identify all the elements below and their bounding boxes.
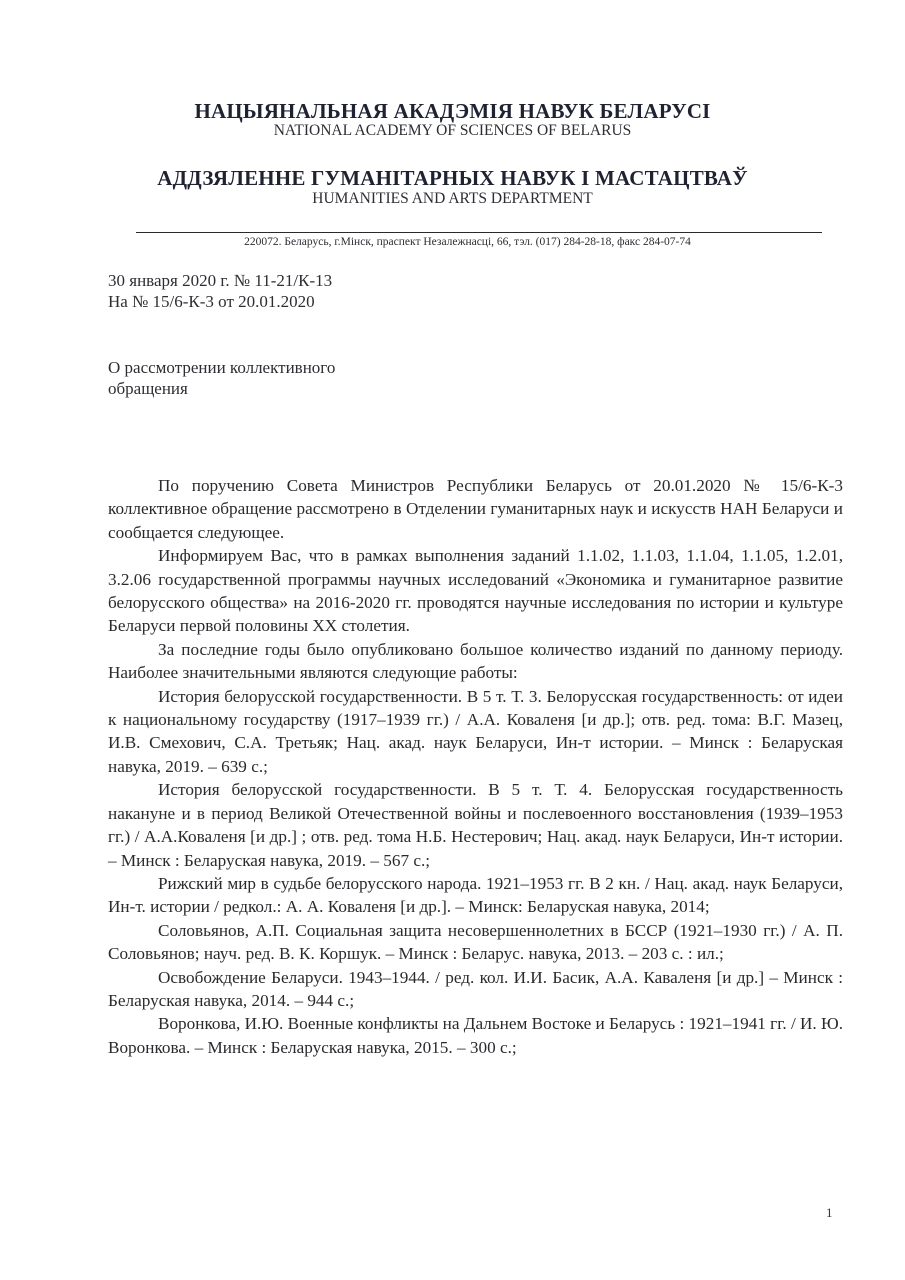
subject-line-1: О рассмотрении коллективного <box>108 358 336 377</box>
bibliography-item: История белорусской государственности. В 5 т. Т. 3. Белорусская государственность: от идеи к национальному государству (1917–1939 гг.) / А.А. Коваленя [и др.]; отв. ред. тома: В.Г. Мазец, И.В. Смехович, С.А. Третьяк; Нац. акад. наук Беларуси, Ин-т истории. – Минск : Беларуская навука, 2019. – 639 с.; <box>108 686 843 776</box>
outgoing-reference: 30 января 2020 г. № 11-21/К-13 <box>108 271 333 290</box>
org-name-belarusian: НАЦЫЯНАЛЬНАЯ АКАДЭМІЯ НАВУК БЕЛАРУСІ <box>194 99 711 123</box>
org-name-english: NATIONAL ACADEMY OF SCIENCES OF BELARUS <box>273 122 632 139</box>
letterhead-address: 220072. Беларусь, г.Мінск, праспект Незалежнасці, 66, тэл. (017) 284-28-18, факс 284-07-74 <box>244 236 691 248</box>
bibliography-item: Воронкова, И.Ю. Военные конфликты на Дальнем Востоке и Беларусь : 1921–1941 гг. / И. Ю. Воронкова. – Минск : Беларуская навука, 2015. – 300 с.; <box>108 1014 843 1057</box>
letterhead-divider <box>136 232 822 233</box>
page-number: 1 <box>826 1205 833 1220</box>
bibliography-item: Освобождение Беларуси. 1943–1944. / ред. кол. И.И. Басик, А.А. Каваленя [и др.] – Минск : Беларуская навука, 2014. – 944 с.; <box>108 967 843 1010</box>
subject-line-2: обращения <box>108 379 188 398</box>
subject-block <box>108 357 335 399</box>
letter-body <box>108 474 843 1059</box>
reference-block <box>108 270 332 312</box>
paragraph-publications-intro: За последние годы было опубликовано большое количество изданий по данному периоду. Наиболее значительными являются следующие работы: <box>108 639 843 683</box>
bibliography-item: Рижский мир в судьбе белорусского народа. 1921–1953 гг. В 2 кн. / Нац. акад. наук Беларуси, Ин-т. истории / редкол.: А. А. Коваленя [и др.]. – Минск: Беларуская навука, 2014; <box>108 873 843 917</box>
paragraph-programs: Информируем Вас, что в рамках выполнения заданий 1.1.02, 1.1.03, 1.1.04, 1.1.05, 1.2.01, 3.2.06 государственной программы научных исследований «Экономика и гуманитарное развитие белорусского общества» на 2016-2020 гг. проводятся научные исследования по истории и культуре Беларуси первой половины XX столетия. <box>108 546 843 636</box>
department-name-belarusian: АДДЗЯЛЕННЕ ГУМАНІТАРНЫХ НАВУК І МАСТАЦТВАЎ <box>157 166 748 190</box>
paragraph-intro: По поручению Совета Министров Республики Беларусь от 20.01.2020 № 15/6-К-3 коллективное обращение рассмотрено в Отделении гуманитарных наук и искусств НАН Беларуси и сообщается следующее. <box>108 476 843 542</box>
bibliography-item: История белорусской государственности. В 5 т. Т. 4. Белорусская государственность накануне и в период Великой Отечественной войны и послевоенного восстановления (1939–1953 гг.) / А.А.Коваленя [и др.] ; отв. ред. тома Н.Б. Нестерович; Нац. акад. наук Беларуси, Ин-т истории. – Минск : Беларуская навука, 2019. – 567 с.; <box>108 780 843 870</box>
department-name-english: HUMANITIES AND ARTS DEPARTMENT <box>312 190 593 207</box>
incoming-reference: На № 15/6-К-3 от 20.01.2020 <box>108 292 315 311</box>
bibliography-item: Соловьянов, А.П. Социальная защита несовершеннолетних в БССР (1921–1930 гг.) / А. П. Соловьянов; науч. ред. В. К. Коршук. – Минск : Беларус. навука, 2013. – 203 с. : ил.; <box>108 920 843 964</box>
